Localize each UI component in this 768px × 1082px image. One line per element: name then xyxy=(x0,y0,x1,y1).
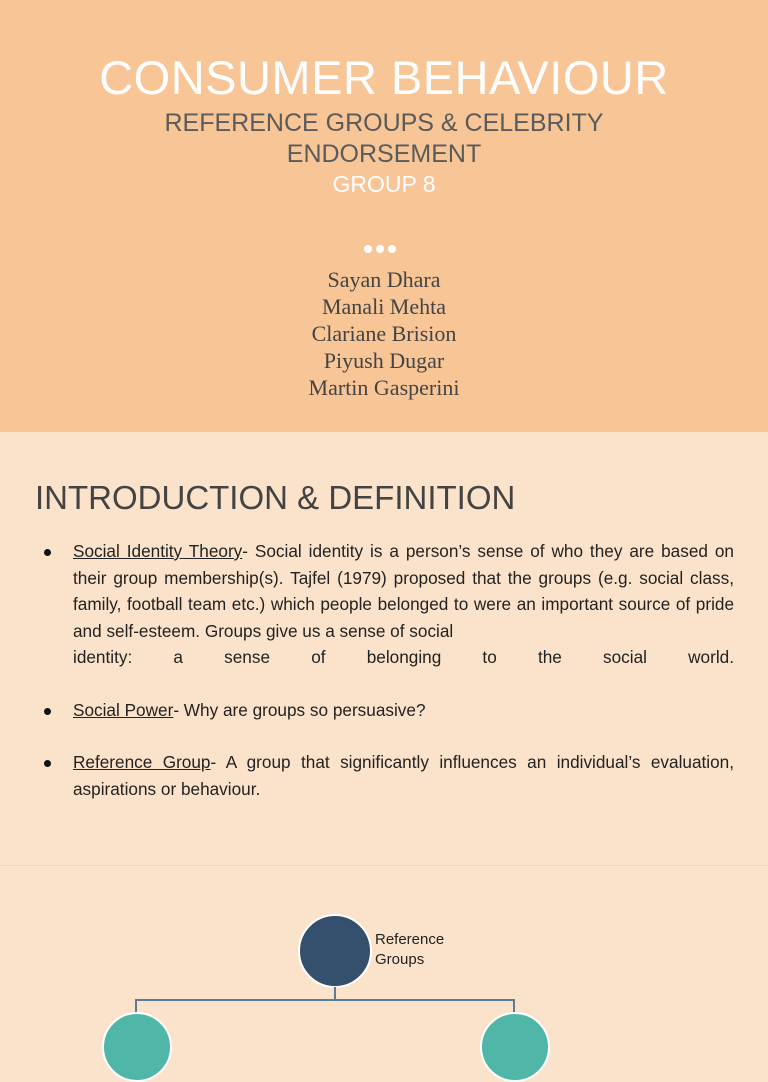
child-node-left xyxy=(102,1012,172,1082)
bullet-text: - Why are groups so persuasive? xyxy=(173,699,426,720)
subtitle-line-2: ENDORSEMENT xyxy=(286,140,482,168)
reference-groups-node xyxy=(298,914,372,988)
bullet-icon xyxy=(44,549,51,556)
intro-slide xyxy=(0,433,768,866)
member-list xyxy=(0,266,768,401)
node-label xyxy=(375,930,495,970)
bullet-text: - A group that significantly influences an individual’s evaluation, aspirations or behaviour. xyxy=(73,752,735,799)
bullet-term: Social Identity Theory xyxy=(73,541,243,561)
child-node-right xyxy=(480,1012,550,1082)
group-label: GROUP 8 xyxy=(332,171,436,197)
bullet-text-last-line: identity: a sense of belonging to the social world. xyxy=(73,647,734,667)
bullet-text: - Social identity is a person’s sense of who they are based on their group membership(s). Tajfel (1979) proposed that the groups (e.g. social class, family, football team etc.) which people belonged to were an important source of pride and self-esteem. Groups give us a sense of social xyxy=(73,541,734,641)
bullet-list xyxy=(0,538,768,802)
connector-line xyxy=(513,999,515,1013)
bullet-icon xyxy=(44,760,51,767)
diagram-slide xyxy=(0,866,768,1024)
member-name: Sayan Dhara xyxy=(327,267,441,292)
node-label-line-2: Groups xyxy=(375,951,425,968)
bullet-term: Reference Group xyxy=(73,752,211,772)
member-name: Piyush Dugar xyxy=(323,348,445,373)
section-title: INTRODUCTION & DEFINITION xyxy=(35,479,516,516)
subtitle xyxy=(0,108,768,170)
member-name: Martin Gasperini xyxy=(308,375,460,400)
member-name: Clariane Brision xyxy=(311,321,457,346)
connector-line xyxy=(135,999,514,1001)
bullet-item-social-identity xyxy=(0,538,768,671)
node-label-line-1: Reference xyxy=(375,931,445,948)
title-slide xyxy=(0,0,768,432)
bullet-item-reference-group xyxy=(0,749,768,802)
connector-line xyxy=(135,999,137,1013)
member-name: Manali Mehta xyxy=(321,294,447,319)
bullet-icon xyxy=(44,708,51,715)
bullet-term: Social Power xyxy=(73,699,174,720)
subtitle-line-1: REFERENCE GROUPS & CELEBRITY xyxy=(164,109,604,137)
ellipsis-dots-icon xyxy=(364,240,404,250)
main-title: CONSUMER BEHAVIOUR xyxy=(99,51,669,104)
bullet-item-social-power xyxy=(0,697,768,724)
